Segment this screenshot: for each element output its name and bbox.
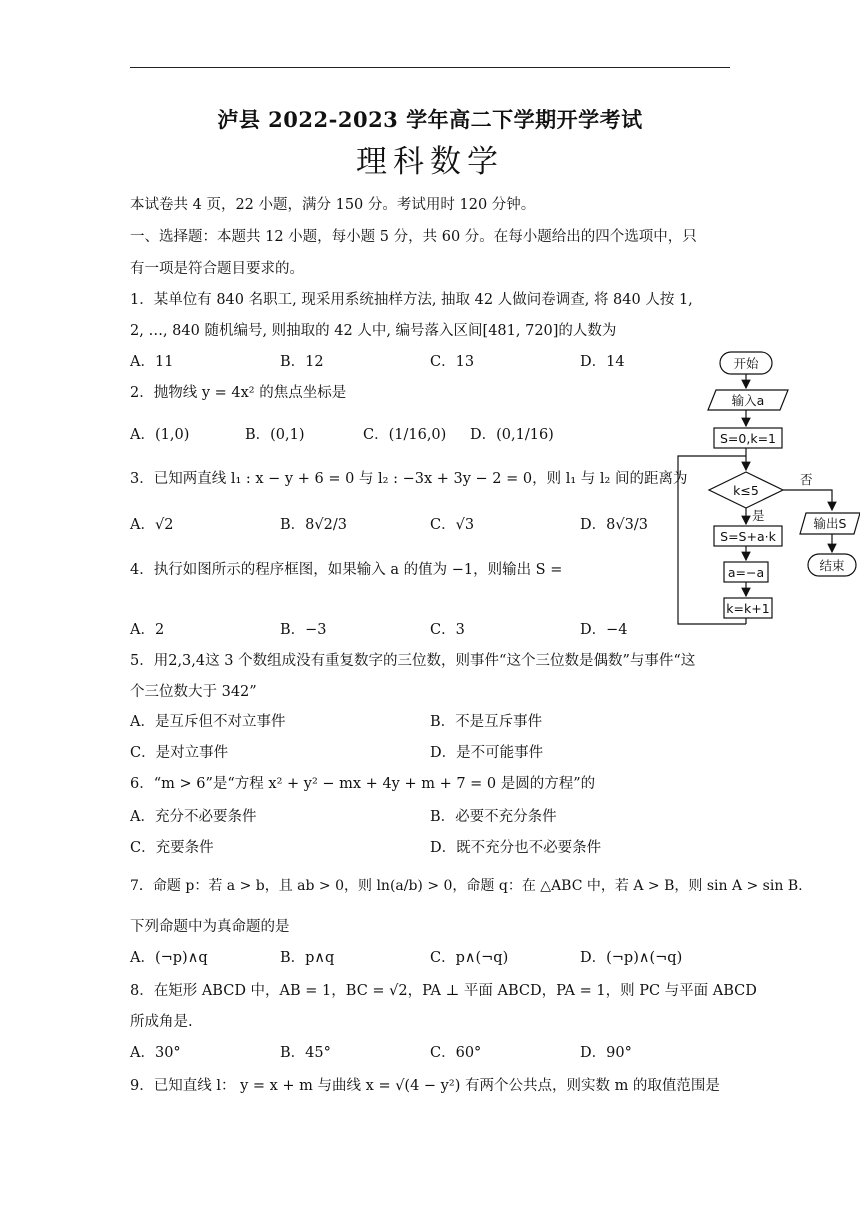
q9-stem: 9．已知直线 l： y = x + m 与曲线 x = √(4 − y²) 有两个公共点，则实数 m 的取值范围是	[130, 1078, 720, 1094]
q2-option-a: A．(1,0)	[130, 427, 190, 443]
q4-option-d: D．−4	[580, 622, 628, 638]
q1-option-a: A．11	[130, 354, 174, 370]
condition-label: k≤5	[733, 483, 759, 498]
q5-option-c: C．是对立事件	[130, 745, 229, 761]
q1-option-c: C．13	[430, 354, 475, 370]
q3-option-c: C．√3	[430, 517, 475, 533]
q3-option-d: D．8√3/3	[580, 517, 648, 533]
q7-stem-line2: 下列命题中为真命题的是	[130, 919, 290, 935]
q2-option-b: B．(0,1)	[245, 427, 305, 443]
q8-option-d: D．90°	[580, 1045, 632, 1061]
output-label: 输出S	[813, 516, 847, 531]
section-heading-line1: 一、选择题：本题共 12 小题，每小题 5 分，共 60 分。在每小题给出的四个选项中，只	[130, 229, 697, 245]
header-rule	[130, 67, 730, 68]
q3-stem: 3．已知两直线 l₁ : x − y + 6 = 0 与 l₂ : −3x + 3y − 2 = 0，则 l₁ 与 l₂ 间的距离为	[130, 471, 688, 487]
q1-stem-line1: 1．某单位有 840 名职工, 现采用系统抽样方法, 抽取 42 人做问卷调查, 将 840 人按 1,	[130, 292, 693, 308]
q4-stem: 4．执行如图所示的程序框图，如果输入 a 的值为 −1，则输出 S =	[130, 562, 563, 578]
q7-option-a: A．(¬p)∧q	[130, 950, 208, 966]
q5-stem-line2: 个三位数大于 342”	[130, 684, 257, 700]
intro-text: 本试卷共 4 页，22 小题，满分 150 分。考试用时 120 分钟。	[130, 197, 536, 213]
no-label: 否	[800, 472, 813, 487]
q5-stem-line1: 5．用2,3,4这 3 个数组成没有重复数字的三位数，则事件“这个三位数是偶数”与事件“这	[130, 653, 696, 669]
q7-stem-line1: 7．命题 p：若 a > b，且 ab > 0，则 ln(a/b) > 0，命题 q：在 △ABC 中，若 A > B，则 sin A > sin B.	[130, 878, 803, 894]
section-heading-line2: 有一项是符合题目要求的。	[130, 261, 304, 277]
exam-title: 泸县 2022-2023 学年高二下学期开学考试	[217, 107, 643, 132]
q6-option-d: D．既不充分也不必要条件	[430, 840, 602, 856]
q7-option-c: C．p∧(¬q)	[430, 950, 509, 966]
q2-stem: 2．抛物线 y = 4x² 的焦点坐标是	[130, 385, 347, 401]
exam-subtitle: 理科数学	[356, 144, 504, 180]
q4-option-b: B．−3	[280, 622, 327, 638]
step1-label: S=S+a·k	[720, 529, 776, 544]
end-label: 结束	[819, 558, 845, 573]
q1-stem-line2: 2, …, 840 随机编号, 则抽取的 42 人中, 编号落入区间[481, 720]的人数为	[130, 323, 617, 339]
q6-option-b: B．必要不充分条件	[430, 809, 557, 825]
q4-option-c: C．3	[430, 622, 465, 638]
q4-option-a: A．2	[130, 622, 165, 638]
q2-option-c: C．(1/16,0)	[363, 427, 447, 443]
q5-option-d: D．是不可能事件	[430, 745, 544, 761]
q1-option-d: D．14	[580, 354, 625, 370]
step2-label: a=−a	[727, 565, 765, 580]
start-label: 开始	[733, 356, 759, 371]
program-flowchart	[676, 350, 860, 636]
q8-option-c: C．60°	[430, 1045, 482, 1061]
q6-stem: 6．“m > 6”是“方程 x² + y² − mx + 4y + m + 7 = 0 是圆的方程”的	[130, 776, 596, 792]
no-branch-arrow	[783, 490, 832, 510]
yes-label: 是	[752, 508, 765, 523]
q1-option-b: B．12	[280, 354, 324, 370]
q3-option-a: A．√2	[130, 517, 174, 533]
q7-option-b: B．p∧q	[280, 950, 335, 966]
init-label: S=0,k=1	[720, 431, 776, 446]
q8-stem-line1: 8．在矩形 ABCD 中，AB = 1，BC = √2，PA ⊥ 平面 ABCD，PA = 1，则 PC 与平面 ABCD	[130, 983, 757, 999]
input-label: 输入a	[731, 393, 765, 408]
q7-option-d: D．(¬p)∧(¬q)	[580, 950, 683, 966]
q5-option-a: A．是互斥但不对立事件	[130, 714, 286, 730]
step3-label: k=k+1	[726, 601, 770, 616]
q8-option-a: A．30°	[130, 1045, 181, 1061]
q8-stem-line2: 所成角是.	[130, 1014, 193, 1030]
q3-option-b: B．8√2/3	[280, 517, 347, 533]
q8-option-b: B．45°	[280, 1045, 331, 1061]
q2-option-d: D．(0,1/16)	[470, 427, 554, 443]
q5-option-b: B．不是互斥事件	[430, 714, 543, 730]
q6-option-c: C．充要条件	[130, 840, 214, 856]
q6-option-a: A．充分不必要条件	[130, 809, 257, 825]
